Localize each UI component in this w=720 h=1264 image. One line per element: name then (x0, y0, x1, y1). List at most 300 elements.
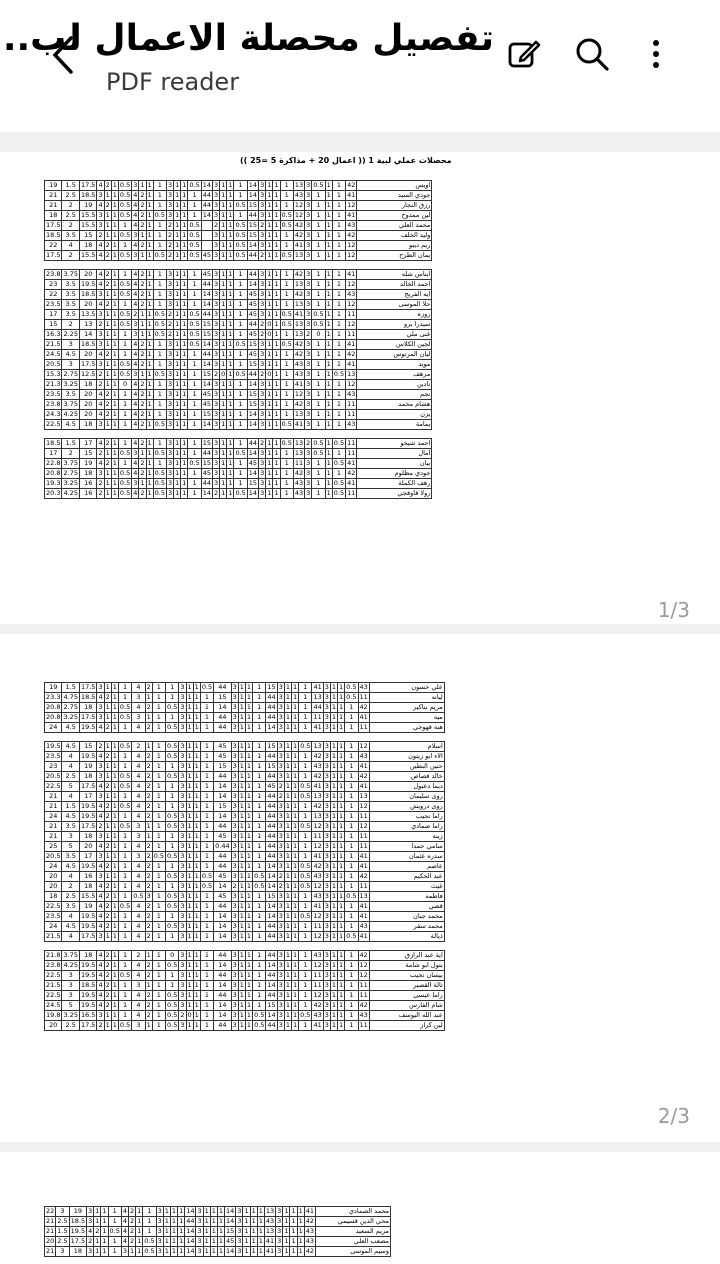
grade-cell: 3 (132, 852, 145, 862)
grade-cell: 1 (146, 832, 151, 841)
grade-cell: 0.5 (154, 310, 165, 319)
student-name: اسلام (369, 742, 444, 752)
grade-cell: 1 (105, 713, 110, 722)
grade-cell: 0 (267, 320, 272, 329)
grade-cell: 3.75 (63, 951, 78, 960)
grade-cell: 44 (214, 772, 231, 782)
grade-cell: 1 (194, 822, 199, 831)
grade-cell: 11 (347, 489, 356, 498)
grade-cell: 2 (105, 912, 110, 921)
grade-cell: 1 (274, 280, 279, 289)
grade-cell: 4 (133, 420, 138, 429)
grade-cell: 1 (105, 1021, 110, 1030)
grade-cell: 18 (79, 380, 96, 390)
grade-cell: 18 (79, 469, 96, 479)
grade-cell: 1 (112, 251, 117, 260)
grade-cell: 0.5 (346, 683, 357, 692)
grade-cell: 1 (339, 1021, 344, 1030)
grade-cell: 43 (359, 752, 368, 761)
grade-cell: 2 (98, 231, 103, 240)
grade-cell: 3 (180, 693, 185, 702)
grade-cell: 42 (294, 469, 304, 478)
grade-cell: 2.25 (63, 330, 78, 339)
grade-cell: 1 (187, 971, 192, 980)
grade-cell: 4 (132, 703, 145, 713)
grade-cell: 42 (313, 1001, 322, 1010)
grade-cell: 15.5 (80, 892, 96, 901)
grade-cell: 3 (214, 241, 219, 250)
grade-cell: 1 (105, 792, 110, 801)
grade-cell: 0.5 (189, 241, 200, 250)
grade-cell: 2 (278, 872, 283, 881)
grade-cell: 1 (274, 489, 279, 498)
grade-cell: 1 (285, 951, 290, 960)
grade-cell: 4 (98, 842, 103, 851)
search-button[interactable] (570, 32, 614, 76)
grade-cell: 1 (244, 1207, 249, 1216)
grade-cell: 0.5 (167, 892, 178, 901)
table-row (45, 340, 432, 350)
grade-cell: 1 (280, 410, 293, 420)
grade-cell: 1 (345, 1011, 358, 1021)
grade-cell: 1 (292, 971, 298, 980)
grade-cell: 43 (347, 420, 356, 429)
grade-cell: 13 (313, 812, 322, 821)
grade-cell: 1 (153, 241, 166, 251)
grade-cell: 44 (214, 951, 231, 961)
grade-cell: 1 (188, 479, 201, 489)
grade-cell: 45 (214, 892, 231, 902)
grade-cell: 41 (294, 310, 304, 319)
grade-cell: 12 (294, 201, 304, 210)
grade-cell: 1 (147, 360, 152, 369)
grade-cell: 2 (105, 390, 110, 399)
grade-cell: 44 (267, 752, 276, 761)
grade-cell: 1 (187, 882, 192, 891)
table-row (45, 971, 445, 981)
grade-cell: 3 (306, 370, 311, 379)
grade-cell: 3 (88, 1217, 93, 1226)
grade-cell: 3 (167, 350, 173, 359)
grade-cell: 1 (239, 762, 244, 771)
grade-cell: 43 (347, 221, 356, 230)
grade-cell: 0.5 (333, 489, 345, 498)
grade-cell: 3 (167, 181, 173, 190)
grade-cell: 1 (339, 802, 344, 811)
grade-cell: 14 (248, 380, 258, 389)
grade-cell: 3 (260, 241, 265, 250)
grade-cell: 1 (285, 991, 290, 1000)
grade-cell: 2 (278, 792, 283, 801)
grade-cell: 1 (221, 479, 226, 488)
grade-cell: 19.5 (80, 802, 96, 811)
grade-cell: 2 (105, 1001, 110, 1010)
grade-cell: 1 (239, 832, 244, 841)
grade-cell: 3 (180, 892, 185, 901)
grade-cell: 1 (267, 390, 272, 399)
grade-cell: 3 (260, 410, 265, 419)
grade-cell: 3 (88, 1207, 93, 1216)
grade-cell: 42 (359, 703, 368, 712)
grade-cell: 3 (180, 932, 185, 941)
grade-cell: 1 (274, 479, 279, 488)
table-row (45, 330, 432, 340)
grade-cell: 1 (194, 862, 199, 871)
grade-cell: 3 (232, 1011, 237, 1020)
grade-cell: 1 (280, 360, 293, 370)
grade-cell: 3 (132, 693, 145, 703)
grade-cell: 1 (312, 469, 325, 479)
grade-cell: 3 (214, 390, 219, 399)
grade-cell: 11 (347, 400, 356, 409)
grade-cell: 1 (285, 932, 290, 941)
grade-cell: 1 (312, 380, 325, 390)
grade-cell: 2 (98, 370, 103, 379)
grade-cell: 1 (345, 1001, 358, 1011)
grade-cell: 1 (140, 231, 145, 240)
grade-cell: 0.5 (133, 892, 144, 901)
grade-cell: 1 (234, 400, 247, 410)
grade-cell: 12 (313, 961, 322, 970)
grade-cell: 1 (299, 892, 312, 902)
grades-table-page-3 (44, 1206, 391, 1257)
grade-cell: 14 (248, 241, 258, 250)
grade-cell: 24 (45, 812, 62, 822)
grade-cell: 3 (306, 420, 311, 429)
grade-cell: 3 (56, 1247, 69, 1257)
grade-cell: 1 (332, 231, 345, 241)
grade-cell: 3 (167, 459, 173, 468)
grade-cell: 1 (339, 792, 344, 801)
table-row (45, 370, 432, 380)
grade-cell: 1 (118, 340, 131, 350)
grade-cell: 2 (214, 489, 219, 498)
grade-cell: 2 (140, 380, 145, 389)
grade-cell: 18.5 (80, 693, 96, 702)
grade-cell: 1 (253, 832, 266, 842)
grade-cell: 1 (112, 951, 117, 960)
grade-cell: 4 (122, 1207, 128, 1216)
grade-cell: 1 (182, 449, 187, 458)
grade-cell: 3.5 (62, 852, 79, 862)
grade-cell: 1 (239, 822, 244, 831)
grade-cell: 1 (339, 772, 344, 781)
grade-cell: 1 (182, 241, 187, 250)
grade-cell: 1 (228, 181, 233, 190)
grade-cell: 1 (188, 390, 201, 400)
grade-cell: 0.5 (189, 221, 200, 230)
grade-cell: 1 (164, 1207, 169, 1216)
grade-cell: 1 (187, 852, 192, 861)
grade-cell: 3 (324, 802, 329, 811)
grade-cell: 1 (345, 842, 358, 852)
table-row (45, 842, 445, 852)
grade-cell: 1 (211, 1237, 216, 1246)
grade-cell: 2 (105, 270, 110, 279)
grade-cell: 42 (305, 1247, 315, 1256)
grade-cell: 3 (133, 479, 138, 488)
grade-cell: 1 (339, 971, 344, 980)
grade-cell: 1 (285, 842, 290, 851)
grade-cell: 1 (274, 270, 279, 279)
grade-cell: 1 (299, 852, 312, 862)
pdf-viewer[interactable] (0, 132, 720, 1264)
grade-cell: 3 (232, 723, 237, 732)
grade-cell: 3 (214, 469, 219, 478)
grade-cell: 3 (98, 703, 103, 712)
grade-cell: 12 (347, 320, 356, 329)
grade-cell: 1 (175, 350, 180, 359)
grade-cell: 3 (232, 772, 237, 781)
grade-cell: 1 (221, 360, 226, 369)
grade-cell: 1 (228, 420, 233, 429)
grade-cell: 14 (202, 181, 212, 190)
grade-cell: 1 (152, 882, 165, 892)
grade-cell: 3 (306, 211, 311, 220)
grade-cell: 19.5 (80, 723, 96, 732)
grade-cell: 4 (133, 280, 138, 289)
table-row (45, 1247, 391, 1257)
grade-cell: 1 (267, 340, 272, 349)
grade-cell: 1 (274, 410, 279, 419)
grade-cell: 1 (112, 971, 117, 980)
grade-cell: 15 (202, 459, 212, 468)
grade-cell: 1 (147, 201, 152, 210)
grade-cell: 14 (186, 1237, 195, 1246)
grade-cell: 18.5 (46, 231, 61, 240)
grade-cell: 1 (285, 892, 290, 901)
grade-cell: 20 (45, 1021, 62, 1031)
grade-cell: 1 (246, 902, 252, 911)
grade-cell: 1 (112, 459, 117, 468)
grade-cell: 13 (79, 320, 96, 330)
grade-cell: 41 (347, 340, 356, 349)
table-row (45, 310, 432, 320)
grade-cell: 22.8 (46, 459, 61, 468)
grade-cell: 1 (345, 882, 358, 892)
grade-cell: 0.5 (119, 703, 131, 712)
grade-cell: 1 (339, 742, 344, 751)
grade-cell: 1 (112, 231, 117, 240)
grade-cell: 1 (239, 723, 244, 732)
grade-cell: 3 (197, 1207, 202, 1216)
grade-cell: 2 (105, 981, 110, 990)
document-title: تفصيل محصلة الاعمال لب.. (2, 18, 494, 59)
grade-cell: 3 (324, 762, 329, 771)
grade-cell: 1 (239, 693, 244, 702)
grade-cell: 2 (146, 882, 151, 891)
grade-cell: 1 (147, 300, 152, 309)
grade-cell: 1 (312, 280, 325, 290)
grade-cell: 3 (167, 469, 173, 478)
grade-cell: 3 (278, 683, 283, 692)
grade-cell: 1 (339, 723, 344, 732)
grade-cell: 12 (359, 961, 368, 970)
grade-cell: 1 (339, 1011, 344, 1020)
grade-cell: 3 (278, 961, 283, 970)
grade-cell: 12 (313, 991, 322, 1000)
grade-cell: 3 (180, 762, 185, 771)
grade-cell: 1 (112, 683, 117, 692)
grade-cell: 1 (175, 489, 180, 498)
student-name: راما صمادي (369, 822, 444, 832)
edit-button[interactable] (502, 32, 546, 76)
table-row (45, 1237, 391, 1247)
grade-cell: 1 (251, 1217, 256, 1226)
more-options-button[interactable] (634, 32, 678, 76)
grade-cell: 1 (312, 420, 325, 430)
grade-cell: 18 (79, 882, 96, 892)
student-name: هبه قهوجي (369, 723, 444, 733)
grade-cell: 3 (278, 1011, 283, 1020)
grade-cell: 1 (175, 191, 180, 200)
grade-cell: 14 (267, 912, 276, 921)
grade-cell: 1 (292, 782, 298, 791)
grade-cell: 1 (221, 449, 226, 458)
grade-cell: 4 (132, 882, 145, 892)
grade-cell: 1 (284, 1247, 289, 1256)
grade-cell: 44 (267, 693, 276, 702)
grade-cell: 2.75 (63, 703, 78, 712)
grade-cell: 1 (105, 221, 110, 230)
grade-cell: 4 (132, 762, 145, 772)
student-name: امال (357, 449, 432, 459)
student-name: سدره عثمان (369, 852, 444, 862)
grade-cell: 3 (133, 181, 138, 190)
grade-cell: 1 (171, 1207, 177, 1216)
grade-cell: 1 (175, 320, 180, 329)
grade-cell: 1 (118, 951, 131, 961)
grade-cell: 3 (306, 469, 311, 478)
grade-cell: 14 (202, 211, 212, 220)
grade-cell: 2 (140, 360, 145, 369)
grade-cell: 1 (234, 320, 247, 330)
grade-cell: 1 (187, 951, 192, 960)
grade-cell: 1 (234, 380, 247, 390)
grade-cell: 14 (186, 1247, 195, 1256)
grade-cell: 1 (326, 330, 331, 339)
grade-cell: 3 (232, 872, 237, 881)
grade-cell: 1 (188, 211, 201, 221)
grade-cell: 14 (214, 703, 231, 713)
grade-cell: 1 (175, 410, 180, 419)
grade-cell: 1 (118, 812, 131, 822)
grade-cell: 13 (294, 320, 304, 329)
grade-cell: 1 (246, 782, 252, 791)
grade-cell: 1 (339, 961, 344, 970)
grade-cell: 1 (251, 1227, 256, 1236)
grade-cell: 1 (194, 981, 199, 990)
grade-cell: 44 (202, 449, 212, 458)
table-row (45, 360, 432, 370)
grade-cell: 0.5 (300, 782, 311, 791)
grade-cell: 1 (188, 201, 201, 211)
grade-cell: 1 (188, 449, 201, 459)
grade-cell: 2 (95, 1227, 100, 1236)
grade-cell: 1 (147, 211, 152, 220)
grade-cell: 1 (105, 852, 110, 861)
grade-cell: 4 (98, 280, 103, 289)
grade-cell: 3 (324, 713, 329, 722)
table-row (45, 350, 432, 360)
grade-cell: 1 (147, 459, 152, 468)
table-row (45, 280, 432, 290)
grade-cell: 12 (359, 822, 368, 831)
student-name: اية عبد الرازق (369, 951, 444, 961)
grade-cell: 1 (292, 802, 298, 811)
grade-cell: 13 (294, 410, 304, 419)
grade-cell: 3 (278, 852, 283, 861)
grade-cell: 4 (98, 270, 103, 279)
grade-cell: 0.5 (189, 231, 200, 240)
grade-cell: 1 (274, 449, 279, 458)
grade-cell: 3 (277, 1227, 282, 1236)
grade-cell: 12 (313, 842, 322, 851)
grade-cell: 2 (105, 400, 110, 409)
grade-cell: 1 (299, 762, 312, 772)
grade-cell: 1 (312, 340, 325, 350)
grade-cell: 3 (306, 221, 311, 230)
grade-cell: 1 (246, 932, 252, 941)
grade-cell: 0.5 (119, 449, 131, 458)
grade-cell: 3 (278, 713, 283, 722)
grade-cell: 18.5 (80, 290, 96, 299)
grade-cell: 1 (331, 772, 337, 781)
grade-cell: 1 (239, 932, 244, 941)
grade-cell: 1 (166, 882, 179, 892)
grade-cell: 2 (62, 882, 79, 892)
grade-cell: 1 (152, 752, 165, 762)
student-name: جودي السيد (357, 191, 432, 201)
grade-cell: 1 (118, 420, 131, 430)
grade-cell: 1 (326, 211, 331, 220)
grade-cell: 3 (260, 231, 265, 240)
grade-cell: 15 (79, 449, 96, 459)
grade-cell: 44 (248, 439, 258, 448)
grade-cell: 1 (221, 380, 226, 389)
grade-cell: 1 (331, 822, 337, 831)
grade-cell: 13 (294, 280, 304, 289)
grade-cell: 3 (277, 1247, 282, 1256)
grade-cell: 3 (167, 340, 173, 349)
grade-cell: 1 (274, 181, 279, 190)
grade-cell: 1 (188, 410, 201, 420)
grade-cell: 1 (339, 932, 344, 941)
grade-cell: 4.25 (63, 489, 78, 498)
grade-cell: 1 (118, 723, 131, 733)
grade-cell: 23.5 (46, 752, 61, 761)
grade-cell: 2 (105, 280, 110, 289)
grade-cell: 15 (267, 1001, 276, 1010)
grade-cell: 0.5 (167, 961, 178, 970)
grade-cell: 16.3 (46, 330, 61, 339)
grade-cell: 13 (347, 370, 356, 379)
table-row (45, 181, 432, 191)
grade-cell: 2 (105, 201, 110, 210)
grade-cell: 1 (152, 683, 165, 693)
grade-cell: 1 (239, 951, 244, 960)
grade-cell: 2 (146, 932, 151, 941)
page-number-2: 2/3 (657, 1104, 690, 1128)
grade-cell: 2 (140, 350, 145, 359)
grade-cell: 3 (260, 400, 265, 409)
grade-cell: 1 (239, 892, 244, 901)
grade-cell: 0.5 (189, 459, 200, 468)
grade-cell: 3 (277, 1237, 282, 1246)
grade-cell: 11 (359, 832, 368, 841)
grade-cell: 1 (285, 872, 290, 881)
grade-cell: 1 (152, 932, 165, 942)
